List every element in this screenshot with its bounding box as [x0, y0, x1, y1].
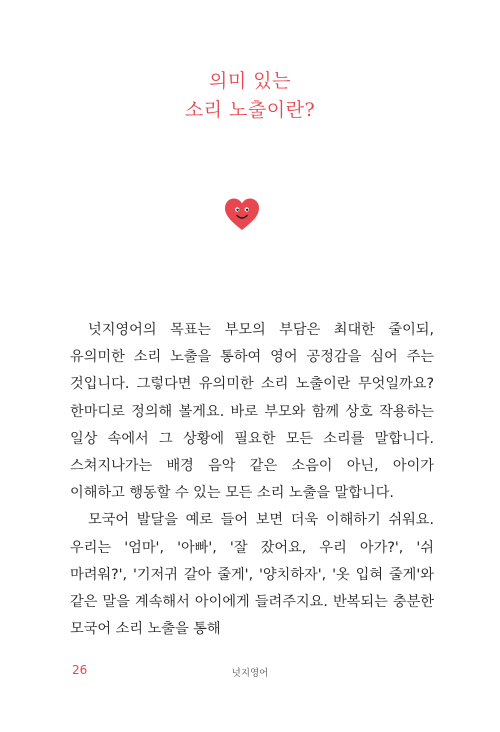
paragraph: 모국어 발달을 예로 들어 보면 더욱 이해하기 쉬워요. 우리는 '엄마', '아빠', '잘 잤어요, 우리 아가?', '쉬 마려워?', '기저귀 갈아 줄게', '양치하자', '옷 입혀 줄게'와 같은 말을 계속해서 아이에게 들려주지요. 반복되는 충분한 모국어 소리 노출을 통해 — [70, 512, 434, 638]
paragraph: 넛지영어의 목표는 부모의 부담은 최대한 줄이되, 유의미한 소리 노출을 통하여 영어 공정감을 심어 주는 것입니다. 그렇다면 유의미한 소리 노출이란 무엇일까요? 한마디로 정의해 볼게요. 바로 부모와 함께 상호 작용하는 일상 속에서 그 상황에 필요한 모든 소리를 말합니다. 스쳐지나가는 배경 음악 같은 소음이 아닌, 아이가 이해하고 행동할 수 있는 모든 소리 노출을 말합니다. — [70, 322, 434, 502]
chapter-title-line-1: 의미 있는 — [209, 70, 291, 92]
smiling-heart-icon — [224, 197, 260, 233]
body-text — [70, 317, 434, 643]
page-number: 26 — [72, 663, 88, 677]
chapter-title-line-2: 소리 노출이란? — [184, 99, 316, 121]
running-footer-title: 넛지영어 — [231, 668, 269, 679]
